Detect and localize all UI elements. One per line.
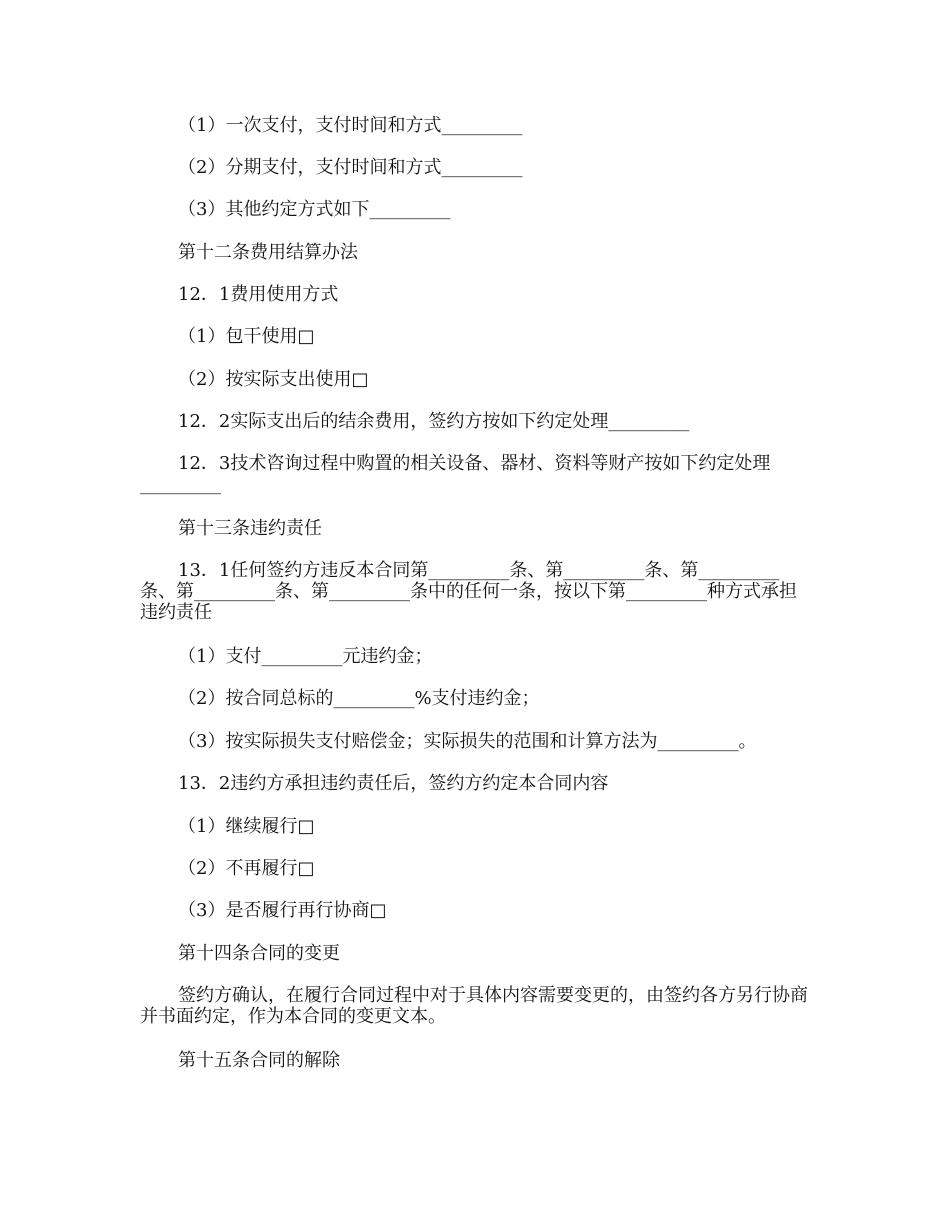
article-15-heading: 第十五条合同的解除 [178,1050,340,1071]
clause-12-1: 12．1费用使用方式 [178,284,339,305]
clause-13-1-option-1: （1）支付_________元违约金； [178,646,433,667]
clause-12-3: 12．3技术咨询过程中购置的相关设备、器材、资料等财产按如下约定处理_________ [140,453,771,495]
clause-13-1-option-3: （3）按实际损失支付赔偿金；实际损失的范围和计算方法为_________。 [178,731,757,752]
clause-12-2: 12．2实际支出后的结余费用，签约方按如下约定处理_________ [178,411,690,432]
clause-13-1-option-2: （2）按合同总标的_________%支付违约金； [178,688,540,709]
clause-13-2-option-2: （2）不再履行□ [178,858,315,879]
clause-12-1-option-2: （2）按实际支出使用□ [178,369,369,390]
clause-13-2: 13．2违约方承担违约责任后，签约方约定本合同内容 [178,773,609,794]
article-13-heading: 第十三条违约责任 [178,518,322,539]
clause-12-1-option-1: （1）包干使用□ [178,326,315,347]
article-14-heading: 第十四条合同的变更 [178,943,340,964]
payment-option-installment: （2）分期支付，支付时间和方式_________ [178,157,523,178]
article-12-heading: 第十二条费用结算办法 [178,242,358,263]
clause-13-1: 13．1任何签约方违反本合同第_________条、第_________条、第_________条、第_________条、第_________条中的任何一条，按以下第_________种方式承担违约责任 [140,560,797,623]
payment-option-lump-sum: （1）一次支付，支付时间和方式_________ [178,115,523,136]
clause-13-2-option-1: （1）继续履行□ [178,816,315,837]
clause-13-2-option-3: （3）是否履行再行协商□ [178,900,387,921]
article-14-body: 签约方确认，在履行合同过程中对于具体内容需要变更的，由签约各方另行协商并书面约定，作为本合同的变更文本。 [140,985,808,1027]
payment-option-other: （3）其他约定方式如下_________ [178,199,451,220]
